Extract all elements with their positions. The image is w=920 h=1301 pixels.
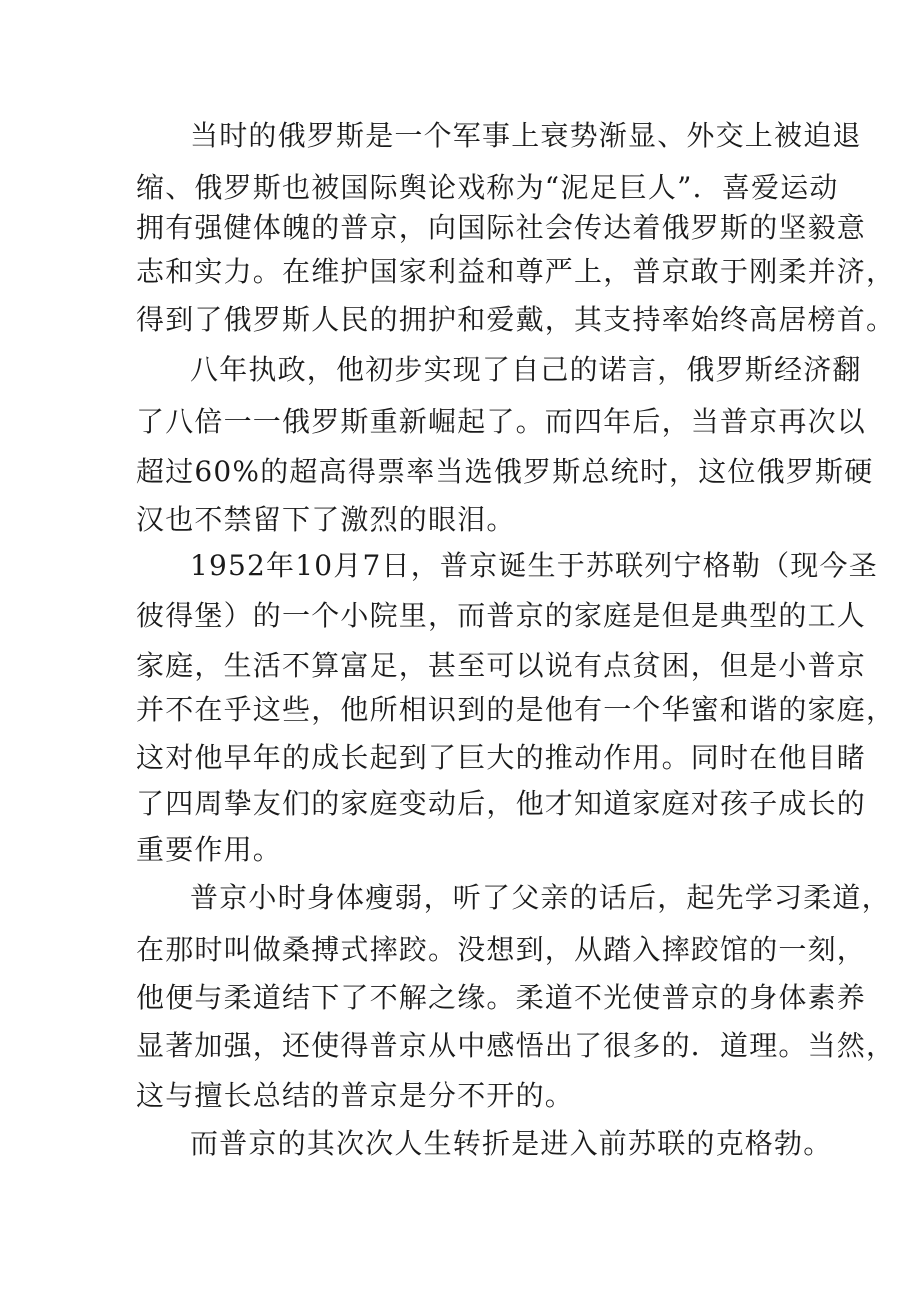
text-line: 汉也不禁留下了激烈的眼泪。	[136, 503, 516, 536]
text-line: 拥有强健体魄的普京，向国际社会传达着俄罗斯的坚毅意	[136, 211, 867, 244]
text-line: 在那时叫做桑搏式摔跤。没想到，从踏入摔跤馆的一刻，	[136, 933, 867, 966]
text-line: 而普京的其次次人生转折是进入前苏联的克格勃。	[190, 1127, 833, 1160]
text-line: 志和实力。在维护国家利益和尊严上，普京敢于刚柔并济，	[136, 255, 896, 288]
text-line: 超过60%的超高得票率当选俄罗斯总统时，这位俄罗斯硬	[136, 455, 874, 488]
text-line: 普京小时身体瘦弱，听了父亲的话后，起先学习柔道，	[190, 881, 891, 914]
text-line: 当时的俄罗斯是一个军事上衰势渐显、外交上被迫退	[190, 119, 862, 152]
text-line: 了四周挚友们的家庭变动后，他才知道家庭对孩子成长的	[136, 787, 867, 820]
text-line: 家庭，生活不算富足，甚至可以说有点贫困，但是小普京	[136, 649, 867, 682]
text-line: 了八倍一一俄罗斯重新崛起了。而四年后，当普京再次以	[136, 405, 867, 438]
text-line: 这对他早年的成长起到了巨大的推动作用。同时在他目睹	[136, 741, 867, 774]
text-line: 缩、俄罗斯也被国际舆论戏称为“泥足巨人”．喜爱运动	[136, 171, 839, 204]
text-line: 重要作用。	[136, 833, 283, 866]
text-line: 八年执政，他初步实现了自己的诺言，俄罗斯经济翻	[190, 353, 862, 386]
text-line: 显著加强，还使得普京从中感悟出了很多的．道理。当然，	[136, 1029, 896, 1062]
text-line: 1952年10月7日，普京诞生于苏联列宁格勒（现今圣	[190, 549, 878, 582]
text-line: 这与擅长总结的普京是分不开的。	[136, 1079, 575, 1112]
text-line: 并不在乎这些，他所相识到的是他有一个华蜜和谐的家庭，	[136, 693, 896, 726]
text-line: 他便与柔道结下了不解之缘。柔道不光使普京的身体素养	[136, 981, 867, 1014]
text-line: 得到了俄罗斯人民的拥护和爱戴，其支持率始终高居榜首。	[136, 303, 896, 336]
text-line: 彼得堡）的一个小院里，而普京的家庭是但是典型的工人	[136, 599, 867, 632]
